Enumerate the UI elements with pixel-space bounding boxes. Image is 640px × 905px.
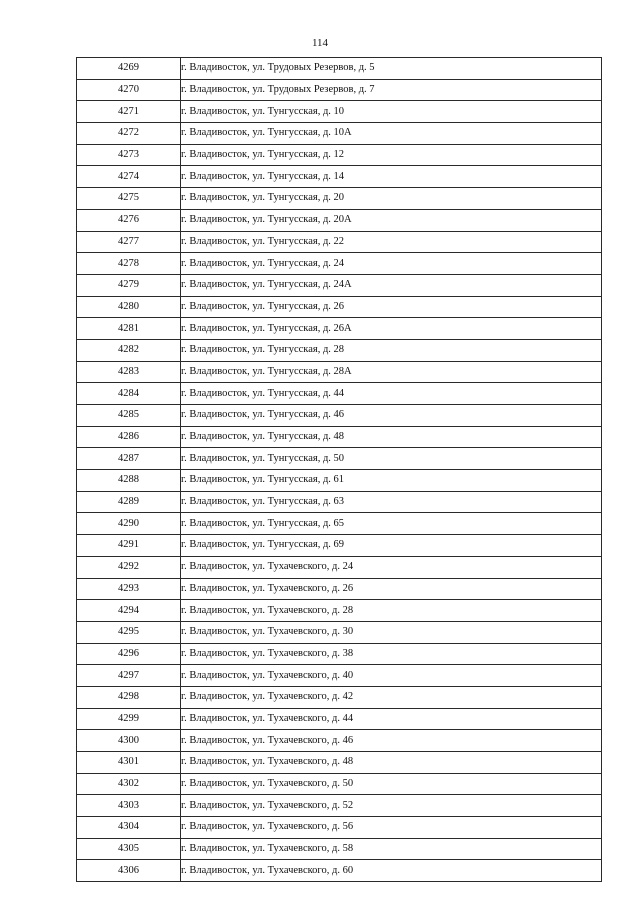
table-row — [77, 491, 602, 513]
address-cell: г. Владивосток, ул. Тунгусская, д. 12 — [181, 144, 602, 166]
row-number-cell: 4279 — [77, 274, 181, 296]
address-cell: г. Владивосток, ул. Тунгусская, д. 20 — [181, 188, 602, 210]
row-number-cell: 4276 — [77, 209, 181, 231]
row-number-cell: 4292 — [77, 556, 181, 578]
address-cell: г. Владивосток, ул. Тухачевского, д. 46 — [181, 730, 602, 752]
address-cell: г. Владивосток, ул. Тухачевского, д. 30 — [181, 621, 602, 643]
address-cell: г. Владивосток, ул. Тухачевского, д. 48 — [181, 752, 602, 774]
address-cell: г. Владивосток, ул. Тухачевского, д. 60 — [181, 860, 602, 882]
table-row — [77, 513, 602, 535]
table-row — [77, 188, 602, 210]
row-number-cell: 4298 — [77, 686, 181, 708]
address-cell: г. Владивосток, ул. Тунгусская, д. 65 — [181, 513, 602, 535]
table-row — [77, 817, 602, 839]
table-row — [77, 730, 602, 752]
table-row — [77, 643, 602, 665]
row-number-cell: 4303 — [77, 795, 181, 817]
table-row — [77, 318, 602, 340]
table-row — [77, 144, 602, 166]
address-cell: г. Владивосток, ул. Тунгусская, д. 10А — [181, 123, 602, 145]
row-number-cell: 4302 — [77, 773, 181, 795]
row-number-cell: 4291 — [77, 535, 181, 557]
table-row — [77, 426, 602, 448]
table-row — [77, 535, 602, 557]
address-cell: г. Владивосток, ул. Тухачевского, д. 52 — [181, 795, 602, 817]
table-row — [77, 209, 602, 231]
table-row — [77, 600, 602, 622]
row-number-cell: 4283 — [77, 361, 181, 383]
row-number-cell: 4288 — [77, 470, 181, 492]
row-number-cell: 4282 — [77, 339, 181, 361]
table-row — [77, 231, 602, 253]
row-number-cell: 4280 — [77, 296, 181, 318]
table-row — [77, 361, 602, 383]
table-row — [77, 58, 602, 80]
row-number-cell: 4284 — [77, 383, 181, 405]
address-cell: г. Владивосток, ул. Тунгусская, д. 63 — [181, 491, 602, 513]
address-cell: г. Владивосток, ул. Трудовых Резервов, д. 7 — [181, 79, 602, 101]
address-table — [76, 57, 602, 882]
row-number-cell: 4272 — [77, 123, 181, 145]
address-cell: г. Владивосток, ул. Тухачевского, д. 38 — [181, 643, 602, 665]
address-cell: г. Владивосток, ул. Тунгусская, д. 61 — [181, 470, 602, 492]
address-cell: г. Владивосток, ул. Тухачевского, д. 50 — [181, 773, 602, 795]
row-number-cell: 4269 — [77, 58, 181, 80]
row-number-cell: 4273 — [77, 144, 181, 166]
row-number-cell: 4289 — [77, 491, 181, 513]
row-number-cell: 4299 — [77, 708, 181, 730]
row-number-cell: 4290 — [77, 513, 181, 535]
address-cell: г. Владивосток, ул. Тухачевского, д. 56 — [181, 817, 602, 839]
table-row — [77, 101, 602, 123]
row-number-cell: 4294 — [77, 600, 181, 622]
table-row — [77, 166, 602, 188]
row-number-cell: 4297 — [77, 665, 181, 687]
table-row — [77, 470, 602, 492]
page-number: 114 — [311, 37, 329, 49]
table-row — [77, 405, 602, 427]
row-number-cell: 4278 — [77, 253, 181, 275]
table-row — [77, 665, 602, 687]
address-cell: г. Владивосток, ул. Тухачевского, д. 44 — [181, 708, 602, 730]
table-row — [77, 79, 602, 101]
address-cell: г. Владивосток, ул. Тунгусская, д. 46 — [181, 405, 602, 427]
address-cell: г. Владивосток, ул. Тунгусская, д. 28 — [181, 339, 602, 361]
table-row — [77, 383, 602, 405]
address-table-body — [77, 58, 602, 882]
table-row — [77, 253, 602, 275]
row-number-cell: 4293 — [77, 578, 181, 600]
address-cell: г. Владивосток, ул. Тунгусская, д. 24А — [181, 274, 602, 296]
address-cell: г. Владивосток, ул. Тунгусская, д. 50 — [181, 448, 602, 470]
table-row — [77, 123, 602, 145]
table-row — [77, 274, 602, 296]
row-number-cell: 4275 — [77, 188, 181, 210]
row-number-cell: 4306 — [77, 860, 181, 882]
address-cell: г. Владивосток, ул. Тунгусская, д. 69 — [181, 535, 602, 557]
address-cell: г. Владивосток, ул. Тухачевского, д. 40 — [181, 665, 602, 687]
address-cell: г. Владивосток, ул. Тунгусская, д. 28А — [181, 361, 602, 383]
table-row — [77, 296, 602, 318]
row-number-cell: 4295 — [77, 621, 181, 643]
address-cell: г. Владивосток, ул. Тунгусская, д. 26А — [181, 318, 602, 340]
row-number-cell: 4270 — [77, 79, 181, 101]
address-cell: г. Владивосток, ул. Тухачевского, д. 26 — [181, 578, 602, 600]
address-cell: г. Владивосток, ул. Тунгусская, д. 10 — [181, 101, 602, 123]
address-cell: г. Владивосток, ул. Тухачевского, д. 24 — [181, 556, 602, 578]
row-number-cell: 4305 — [77, 838, 181, 860]
table-row — [77, 686, 602, 708]
row-number-cell: 4274 — [77, 166, 181, 188]
address-cell: г. Владивосток, ул. Тухачевского, д. 42 — [181, 686, 602, 708]
address-cell: г. Владивосток, ул. Трудовых Резервов, д. 5 — [181, 58, 602, 80]
address-cell: г. Владивосток, ул. Тунгусская, д. 22 — [181, 231, 602, 253]
table-row — [77, 860, 602, 882]
table-row — [77, 708, 602, 730]
table-row — [77, 556, 602, 578]
row-number-cell: 4296 — [77, 643, 181, 665]
row-number-cell: 4285 — [77, 405, 181, 427]
table-row — [77, 578, 602, 600]
table-row — [77, 339, 602, 361]
address-cell: г. Владивосток, ул. Тунгусская, д. 44 — [181, 383, 602, 405]
table-row — [77, 773, 602, 795]
row-number-cell: 4271 — [77, 101, 181, 123]
row-number-cell: 4281 — [77, 318, 181, 340]
table-row — [77, 752, 602, 774]
row-number-cell: 4300 — [77, 730, 181, 752]
table-row — [77, 621, 602, 643]
row-number-cell: 4304 — [77, 817, 181, 839]
table-row — [77, 838, 602, 860]
table-row — [77, 795, 602, 817]
row-number-cell: 4301 — [77, 752, 181, 774]
address-cell: г. Владивосток, ул. Тунгусская, д. 14 — [181, 166, 602, 188]
address-cell: г. Владивосток, ул. Тунгусская, д. 48 — [181, 426, 602, 448]
address-cell: г. Владивосток, ул. Тунгусская, д. 24 — [181, 253, 602, 275]
address-cell: г. Владивосток, ул. Тухачевского, д. 58 — [181, 838, 602, 860]
row-number-cell: 4287 — [77, 448, 181, 470]
row-number-cell: 4286 — [77, 426, 181, 448]
table-row — [77, 448, 602, 470]
row-number-cell: 4277 — [77, 231, 181, 253]
address-cell: г. Владивосток, ул. Тунгусская, д. 20А — [181, 209, 602, 231]
address-cell: г. Владивосток, ул. Тухачевского, д. 28 — [181, 600, 602, 622]
address-cell: г. Владивосток, ул. Тунгусская, д. 26 — [181, 296, 602, 318]
